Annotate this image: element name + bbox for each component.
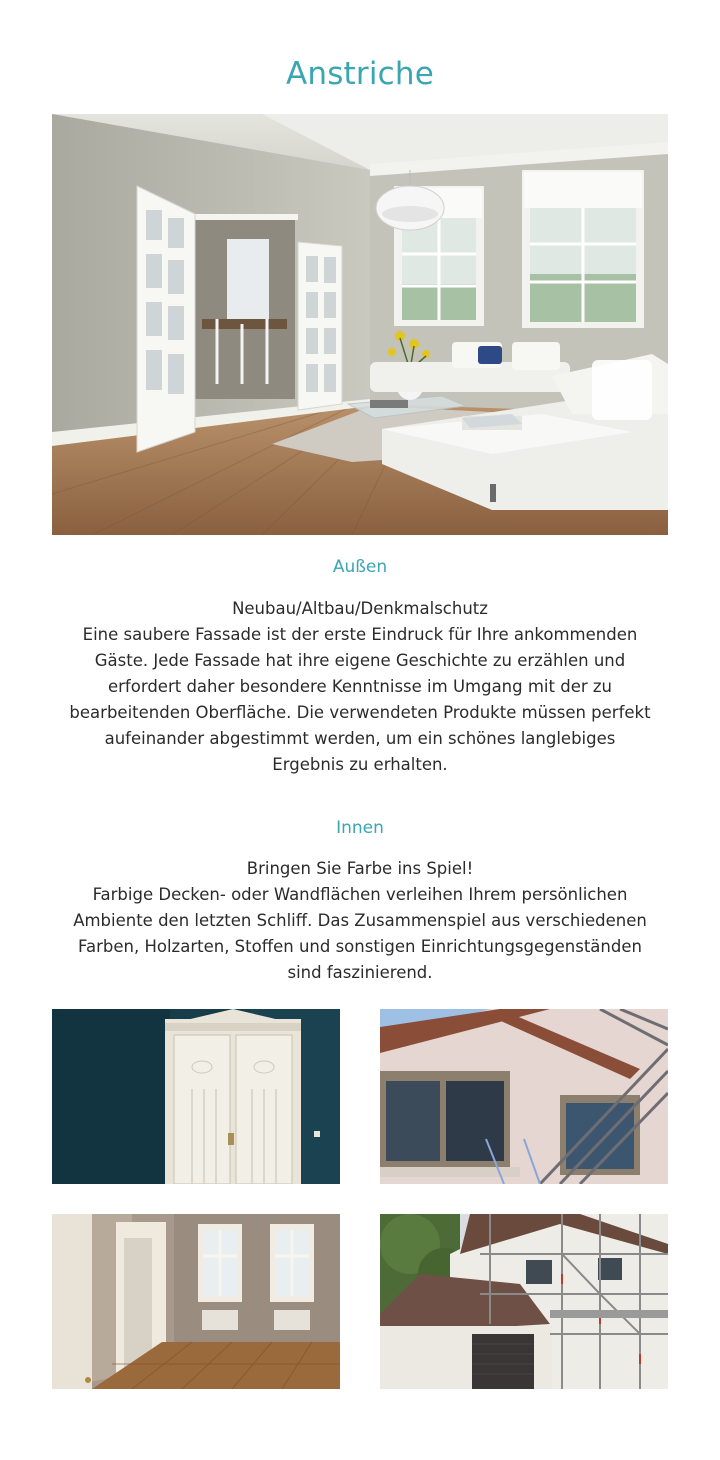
page-title: Anstriche [285,56,435,92]
section-heading-aussen: Außen [332,557,388,577]
text-line: Ambiente den letzten Schliff. Das Zusammenspiel aus verschiedenen [73,911,647,930]
text-line: aufeinander abgestimmt werden, um ein schönes langlebiges [104,729,616,748]
gallery-image-facade-balcony [380,1009,668,1184]
text-line: Ergebnis zu erhalten. [272,755,448,774]
text-line: Eine saubere Fassade ist der erste Eindruck für Ihre ankommenden [82,625,638,644]
section-heading-innen: Innen [336,818,384,838]
text-line: bearbeitenden Oberfläche. Die verwendeten Produkte müssen perfekt [69,703,651,722]
text-line: sind faszinierend. [287,963,433,982]
gallery-image-door-teal-wall [52,1009,340,1184]
gallery-image-scaffolding-house [380,1214,668,1389]
text-line: Gäste. Jede Fassade hat ihre eigene Geschichte zu erzählen und [94,651,626,670]
text-line: Farbige Decken- oder Wandflächen verleihen Ihrem persönlichen [92,885,628,904]
text-line: Bringen Sie Farbe ins Spiel! [246,859,474,878]
text-line: erfordert daher besondere Kenntnisse im Umgang mit der zu [107,677,612,696]
text-line: Neubau/Altbau/Denkmalschutz [232,599,488,618]
gallery-image-room-parquet [52,1214,340,1389]
section-body-aussen [40,596,680,778]
section-body-innen [40,856,680,986]
hero-image-living-room [52,114,668,535]
text-line: Farben, Holzarten, Stoffen und sonstigen Einrichtungsgegenständen [78,937,642,956]
